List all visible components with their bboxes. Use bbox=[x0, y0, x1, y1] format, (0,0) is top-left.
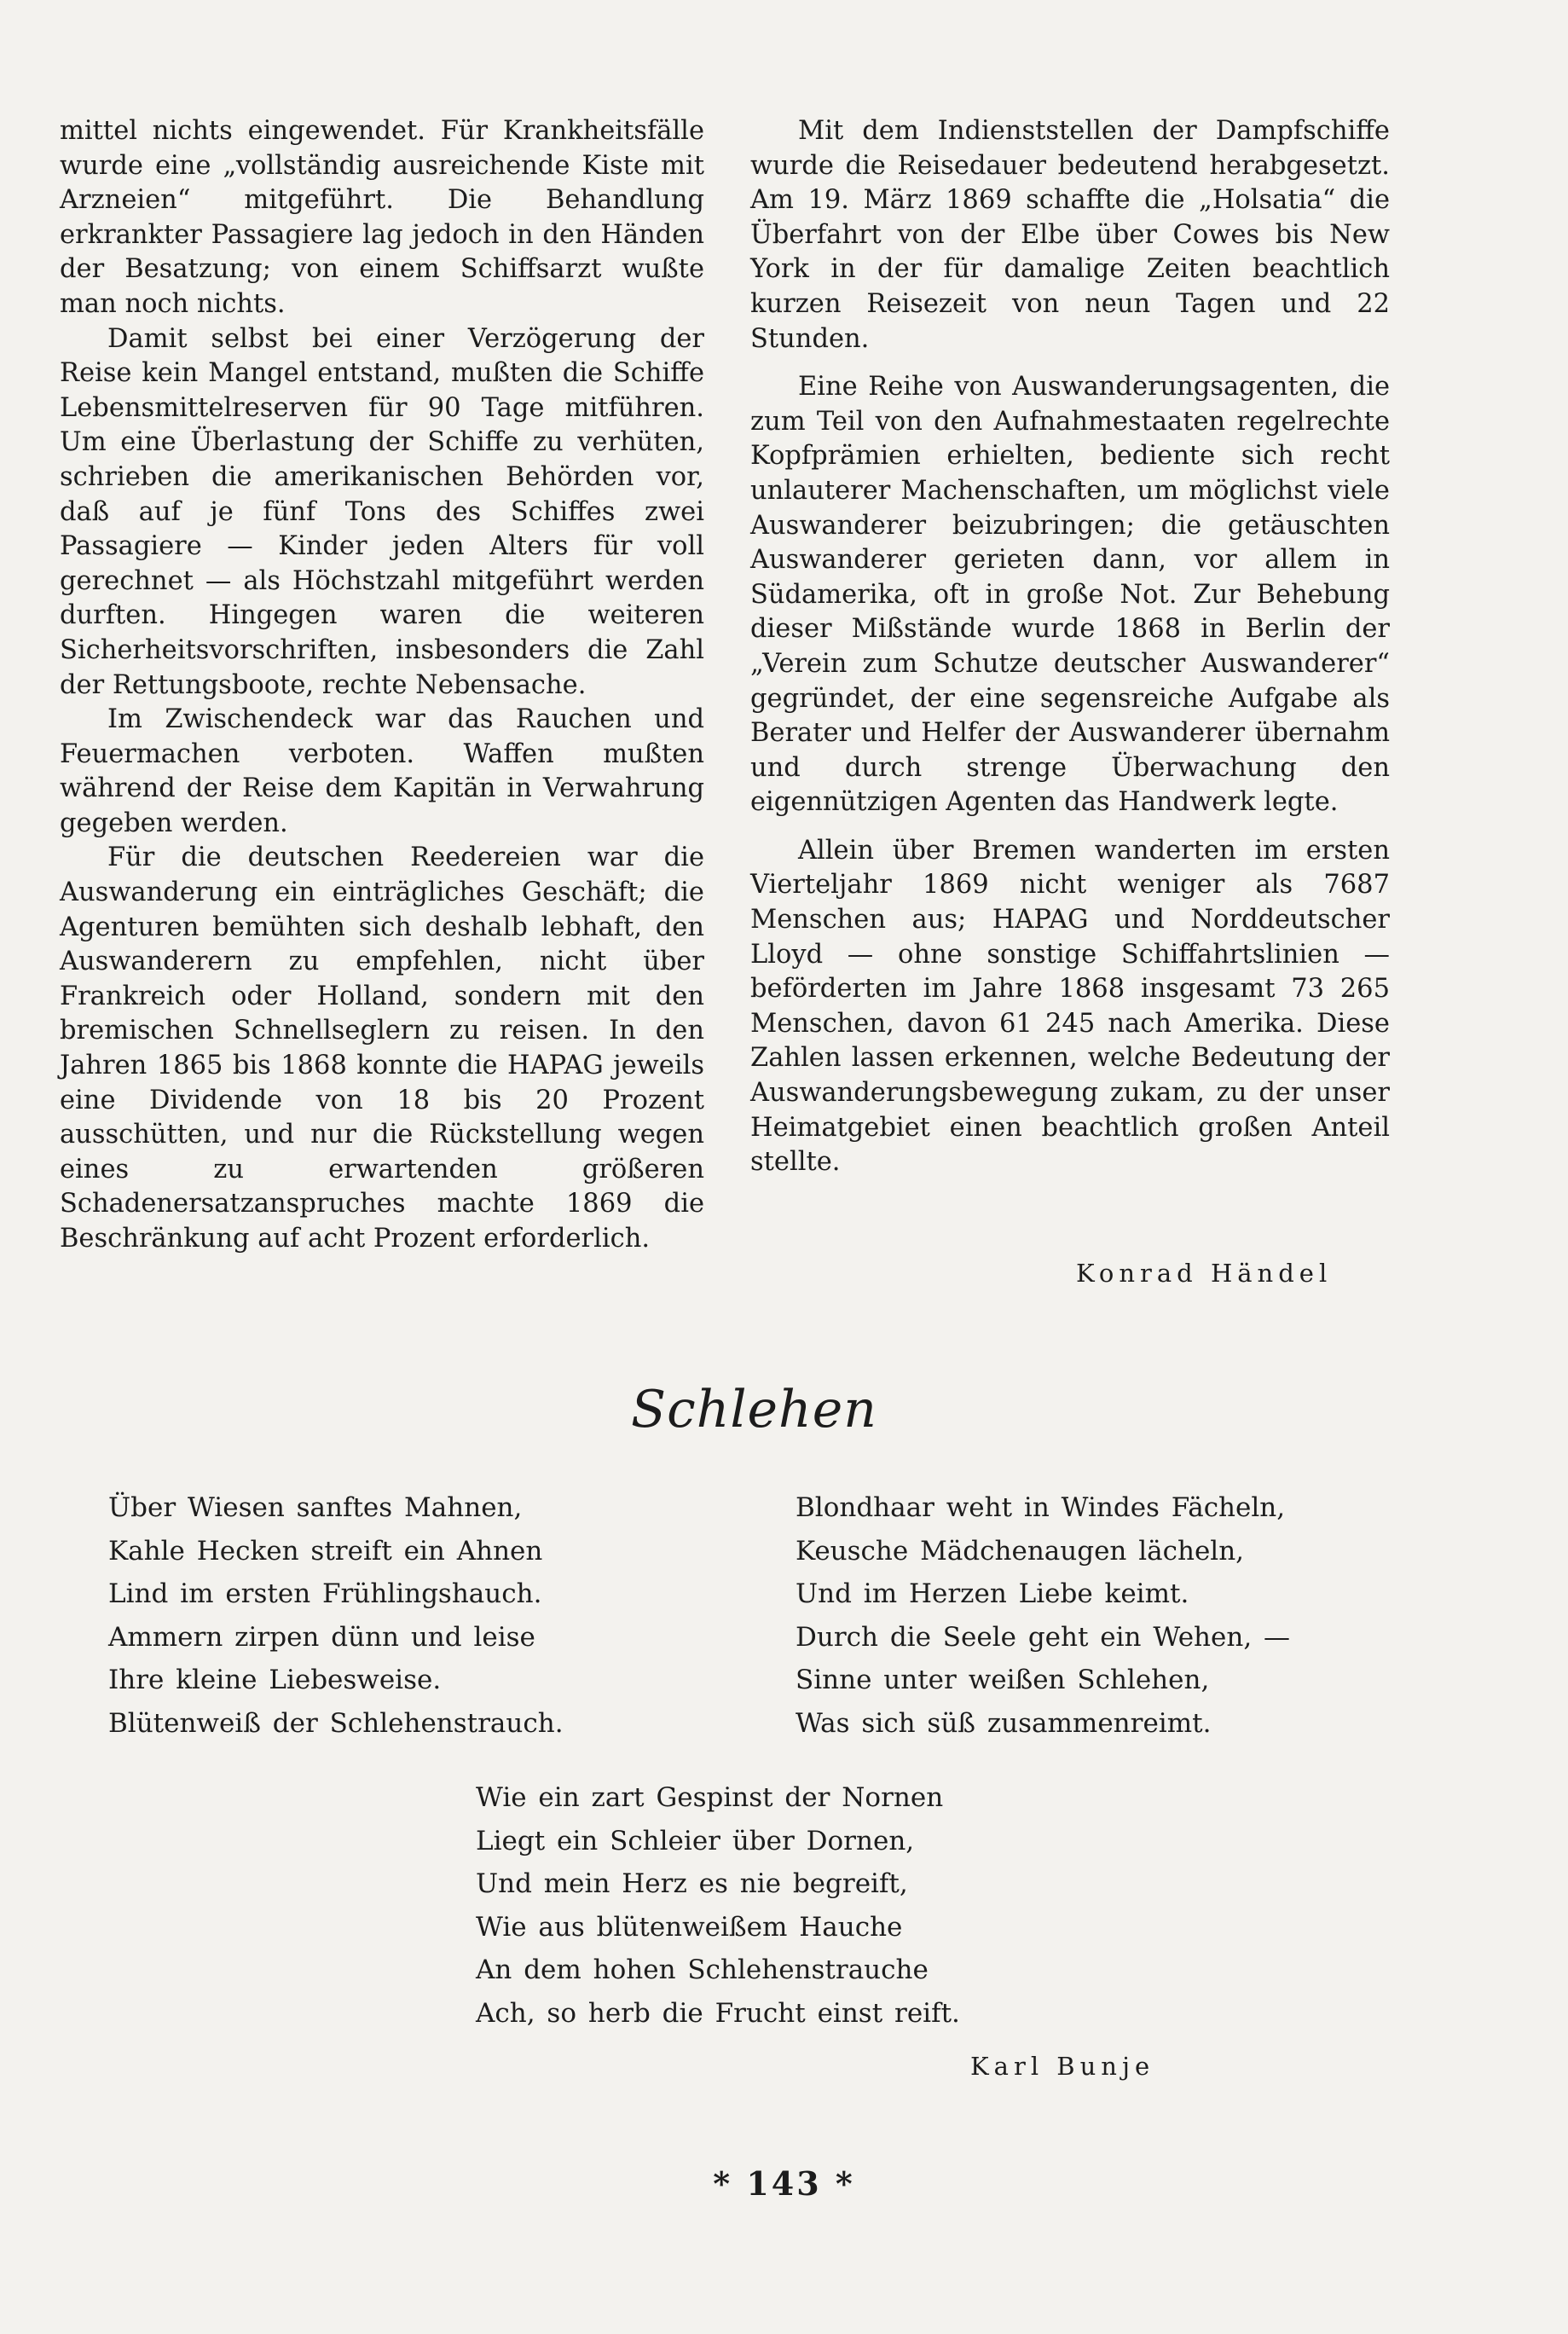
article-paragraph: Damit selbst bei einer Verzögerung der Reise kein Mangel entstand, mußten die Schiffe Lebensmittelreserven für 90 Tage mitführen. Um eine Überlastung der Schiffe zu verhüten, schrieben die amerikanischen Behörden vor, daß auf je fünf Tons des Schiffes zwei Passagiere — Kinder jeden Alters für voll gerechnet — als Höchstzahl mitgeführt werden durften. Hingegen waren die weiteren Sicherheitsvorschriften, insbesonders die Zahl der Rettungsboote, rechte Nebensache. bbox=[60, 323, 704, 700]
poem-stanza-3 bbox=[476, 1776, 960, 2035]
article-paragraph: Eine Reihe von Auswanderungsagenten, die zum Teil von den Aufnahmestaaten regelrechte Kopfprämien erhielten, bediente sich recht unlauterer Machenschaften, um möglichst viele Auswanderer beizubringen; die getäuschten Auswanderer gerieten dann, vor allem in Südamerika, oft in große Not. Zur Behebung dieser Mißstände wurde 1868 in Berlin der „Verein zum Schutze deutscher Auswanderer“ gegründet, der eine segensreiche Aufgabe als Berater und Helfer der Auswanderer übernahm und durch strenge Überwachung den eigennützigen Agenten das Handwerk legte. bbox=[750, 372, 1390, 818]
poem-line: An dem hohen Schlehenstrauche bbox=[476, 1955, 929, 1985]
article-paragraph: Allein über Bremen wanderten im ersten Vierteljahr 1869 nicht weniger als 7687 Menschen aus; HAPAG und Norddeutscher Lloyd — ohne sonstige Schiffahrtslinien — beförderten im Jahre 1868 insgesamt 73 265 Menschen, davon 61 245 nach Amerika. Diese Zahlen lassen erkennen, welche Bedeutung der Auswanderungsbewegung zukam, zu der unser Heimatgebiet einen beachtlich großen Anteil stellte. bbox=[750, 835, 1390, 1178]
poem-line: Über Wiesen sanftes Mahnen, bbox=[108, 1492, 523, 1523]
poem-stanza-1 bbox=[108, 1486, 564, 1745]
poem-line: Wie aus blütenweißem Hauche bbox=[476, 1911, 903, 1943]
poem-stanza-2 bbox=[796, 1486, 1290, 1745]
poem-line: Liegt ein Schleier über Dornen, bbox=[476, 1825, 915, 1856]
poem-line: Ach, so herb die Frucht einst reift. bbox=[476, 1997, 960, 2029]
poem-title: Schlehen bbox=[631, 1380, 877, 1439]
article-paragraph: Mit dem Indienststellen der Dampfschiffe wurde die Reisedauer bedeutend herabgesetzt. Am 19. März 1869 schaffte die „Holsatia“ die Überfahrt von der Elbe über Cowes bis New York in der für damalige Zeiten beachtlich kurzen Reisezeit von neun Tagen und 22 Stunden. bbox=[750, 116, 1390, 354]
poem-line: Lind im ersten Frühlingshauch. bbox=[108, 1578, 542, 1609]
poem-line: Was sich süß zusammenreimt. bbox=[796, 1707, 1212, 1739]
poem-line: Sinne unter weißen Schlehen, bbox=[796, 1665, 1210, 1695]
poem-line: Durch die Seele geht ein Wehen, — bbox=[796, 1621, 1291, 1653]
poem-line: Und im Herzen Liebe keimt. bbox=[796, 1578, 1189, 1609]
poem-line: Blondhaar weht in Windes Fächeln, bbox=[796, 1492, 1286, 1523]
article-author: Konrad Händel bbox=[1076, 1259, 1333, 1288]
article-left-column bbox=[60, 114, 704, 1257]
poem-line: Kahle Hecken streift ein Ahnen bbox=[108, 1535, 543, 1567]
poem-line: Ammern zirpen dünn und leise bbox=[108, 1621, 535, 1653]
poem-line: Und mein Herz es nie begreift, bbox=[476, 1868, 908, 1899]
article-paragraph: Für die deutschen Reedereien war die Auswanderung ein einträgliches Geschäft; die Agenturen bemühten sich deshalb lebhaft, den Auswanderern zu empfehlen, nicht über Frankreich oder Holland, sondern mit den bremischen Schnellseglern zu reisen. In den Jahren 1865 bis 1868 konnte die HAPAG jeweils eine Dividende von 18 bis 20 Prozent ausschütten, und nur die Rückstellung wegen eines zu erwartenden größeren Schadenersatzanspruches machte 1869 die Beschränkung auf acht Prozent erforderlich. bbox=[60, 843, 704, 1254]
poem-line: Keusche Mädchenaugen lächeln, bbox=[796, 1535, 1245, 1567]
article-paragraph: mittel nichts eingewendet. Für Krankheitsfälle wurde eine „vollständig ausreichende Kiste mit Arzneien“ mitgeführt. Die Behandlung erkrankter Passagiere lag jedoch in den Händen der Besatzung; von einem Schiffsarzt wußte man noch nichts. bbox=[60, 116, 704, 319]
page-number: * 143 * bbox=[713, 2164, 855, 2203]
poem-line: Wie ein zart Gespinst der Nornen bbox=[476, 1782, 944, 1813]
poem-author: Karl Bunje bbox=[970, 2052, 1155, 2081]
article-paragraph: Im Zwischendeck war das Rauchen und Feuermachen verboten. Waffen mußten während der Reise dem Kapitän in Verwahrung gegeben werden. bbox=[60, 704, 704, 838]
poem-line: Blütenweiß der Schlehenstrauch. bbox=[108, 1707, 564, 1739]
article-right-column bbox=[750, 114, 1390, 1180]
poem-line: Ihre kleine Liebesweise. bbox=[108, 1665, 442, 1695]
